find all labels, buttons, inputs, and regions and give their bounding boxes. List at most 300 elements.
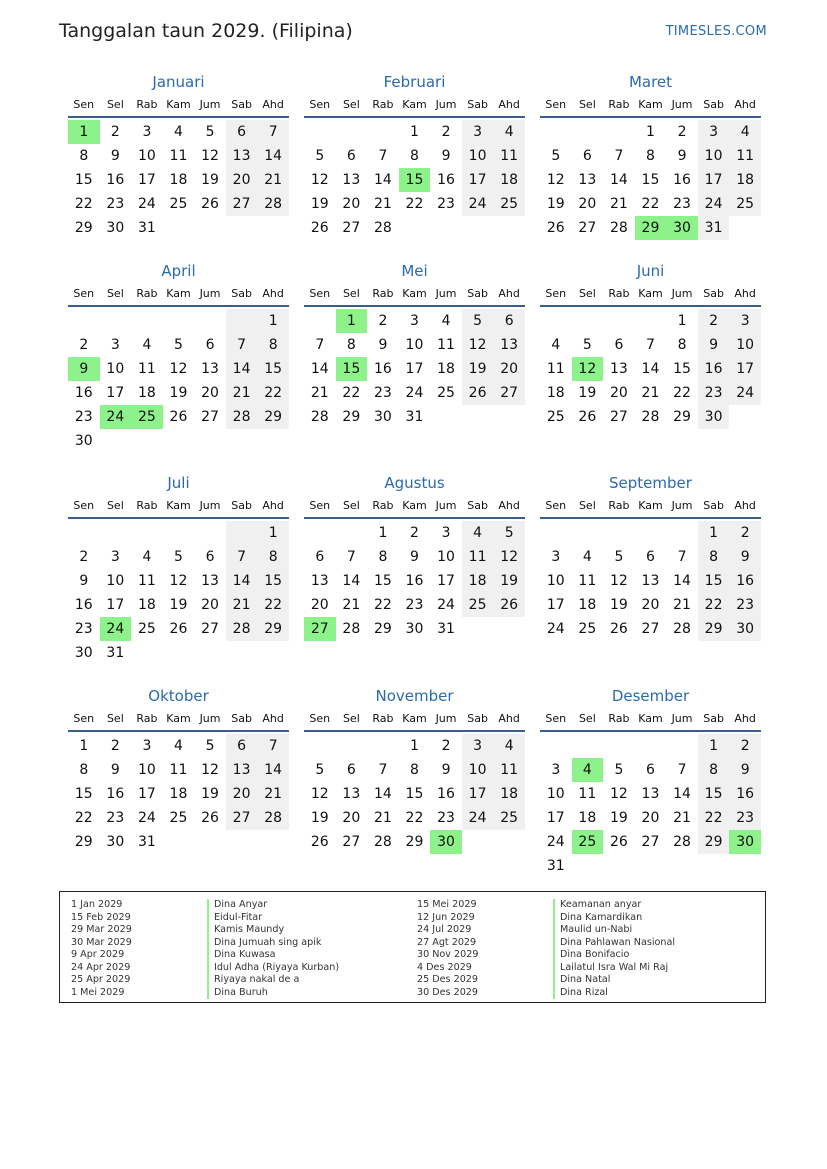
week-row: [68, 405, 289, 429]
day-cell: 12: [493, 545, 525, 569]
brand-link[interactable]: TIMESLES.COM: [665, 24, 767, 39]
day-cell: 4: [551, 337, 561, 353]
day-cell: 3: [698, 120, 730, 144]
weekday-label: Rab: [372, 499, 394, 512]
day-cell: 12: [609, 786, 628, 802]
day-cell: 18: [493, 168, 525, 192]
week-row: [68, 381, 289, 405]
day-cell: 11: [137, 573, 156, 589]
empty-cell: [603, 120, 635, 144]
day-cell: 30: [106, 220, 125, 236]
day-cell: 5: [174, 549, 183, 565]
week-row: [68, 734, 289, 758]
day-cell: 6: [226, 120, 258, 144]
legend-date: 25 Des 2029: [417, 974, 479, 985]
day-cell: 6: [205, 337, 215, 353]
day-cell: 25: [546, 409, 565, 425]
day-cell: 29: [257, 617, 289, 641]
legend-holiday-name: Dina Pahlawan Nasional: [553, 937, 675, 950]
weekday-label: Ahd: [498, 499, 520, 512]
weekday-label: Kam: [402, 287, 427, 300]
legend-date: 27 Agt 2029: [417, 936, 477, 948]
day-cell: 16: [729, 782, 761, 806]
day-cell: 7: [257, 734, 289, 758]
day-cell: 26: [609, 621, 628, 637]
empty-cell: [304, 734, 336, 758]
day-cell: 10: [462, 144, 494, 168]
day-cell: 22: [405, 196, 424, 212]
weekday-label: Sel: [578, 712, 596, 725]
week-row: [68, 192, 289, 216]
week-row: [304, 806, 525, 830]
day-cell: 17: [106, 385, 125, 401]
weekday-label: Jum: [435, 712, 457, 725]
day-cell: 25: [462, 593, 494, 617]
weekday-label: Sen: [545, 712, 567, 725]
weekday-label: Jum: [671, 287, 693, 300]
day-cell: 24: [405, 385, 424, 401]
week-row: [68, 830, 289, 854]
day-cell: 6: [582, 148, 592, 164]
weekday-label: Sel: [106, 287, 124, 300]
weekday-label: Jum: [199, 98, 221, 111]
weekday-label: Sel: [342, 499, 360, 512]
day-cell: 22: [257, 381, 289, 405]
day-cell: 6: [614, 337, 624, 353]
empty-cell: [131, 429, 163, 453]
month-name: Maret: [628, 73, 673, 91]
legend-holiday-name: Riyaya nakal de a: [207, 974, 299, 987]
day-cell: 25: [493, 192, 525, 216]
day-cell: 9: [441, 762, 451, 778]
week-row: [540, 734, 761, 758]
day-cell: 26: [169, 409, 188, 425]
day-cell: 20: [578, 196, 597, 212]
weekday-label: Sel: [342, 712, 360, 725]
day-cell: 9: [441, 148, 451, 164]
day-cell: 30: [106, 834, 125, 850]
day-cell: 28: [226, 405, 258, 429]
day-cell: 8: [79, 762, 89, 778]
day-cell: 29: [698, 617, 730, 641]
weekday-label: Sel: [106, 499, 124, 512]
day-cell: 10: [698, 144, 730, 168]
day-cell: 25: [169, 810, 188, 826]
day-cell: 5: [205, 738, 215, 754]
day-cell: 13: [201, 573, 219, 589]
weekday-label: Kam: [402, 499, 427, 512]
day-cell: 21: [373, 810, 392, 826]
day-cell: 1: [257, 521, 289, 545]
weekday-label: Rab: [372, 287, 394, 300]
day-cell: 6: [646, 549, 655, 565]
day-cell: 3: [410, 313, 419, 329]
weekday-label: Jum: [435, 499, 457, 512]
day-cell: 14: [609, 172, 628, 188]
weekday-header: [304, 96, 525, 118]
empty-cell: [163, 641, 195, 665]
day-cell: 23: [437, 196, 455, 212]
day-cell: 8: [698, 758, 730, 782]
day-cell: 8: [410, 762, 419, 778]
day-cell: 14: [310, 361, 329, 377]
day-cell: 31: [546, 858, 565, 874]
day-cell: 10: [106, 361, 125, 377]
day-cell: 21: [673, 810, 691, 826]
day-cell: 27: [578, 220, 597, 236]
day-cell: 21: [673, 597, 691, 613]
weekday-label: Rab: [372, 98, 394, 111]
day-cell: 4: [493, 734, 525, 758]
day-cell: 26: [169, 621, 188, 637]
weekday-header: [304, 285, 525, 307]
empty-cell: [462, 405, 494, 429]
weekday-label: Ahd: [262, 98, 284, 111]
holiday-day-cell: 24: [100, 405, 132, 429]
day-cell: 25: [437, 385, 455, 401]
weekday-label: Jum: [199, 499, 221, 512]
day-cell: 14: [673, 786, 691, 802]
day-cell: 4: [441, 313, 451, 329]
day-cell: 13: [493, 333, 525, 357]
day-cell: 29: [74, 834, 93, 850]
day-cell: 12: [462, 333, 494, 357]
empty-cell: [131, 641, 163, 665]
day-cell: 28: [373, 220, 392, 236]
day-cell: 11: [493, 758, 525, 782]
day-cell: 7: [378, 148, 388, 164]
day-cell: 19: [201, 786, 219, 802]
empty-cell: [635, 734, 667, 758]
day-cell: 19: [201, 172, 219, 188]
holiday-day-cell: 25: [131, 405, 163, 429]
weekday-label: Kam: [638, 499, 663, 512]
day-cell: 14: [342, 573, 361, 589]
legend-holiday-name: Eidul-Fitar: [207, 912, 262, 925]
weekday-label: Jum: [671, 98, 693, 111]
empty-cell: [336, 521, 368, 545]
empty-cell: [336, 734, 368, 758]
day-cell: 17: [462, 782, 494, 806]
week-row: [304, 593, 525, 617]
day-cell: 23: [74, 409, 93, 425]
day-cell: 7: [346, 549, 356, 565]
month-mei: [304, 261, 525, 429]
day-cell: 21: [310, 385, 329, 401]
day-cell: 2: [677, 124, 687, 140]
day-cell: 23: [373, 385, 392, 401]
day-cell: 3: [729, 309, 761, 333]
legend-holiday-name: Dina Jumuah sing apik: [207, 937, 321, 950]
day-cell: 22: [673, 385, 691, 401]
day-cell: 2: [110, 738, 120, 754]
day-cell: 27: [609, 409, 628, 425]
week-row: [304, 830, 525, 854]
weekday-header: [540, 497, 761, 519]
day-cell: 28: [609, 220, 628, 236]
month-name: Mei: [401, 262, 428, 280]
empty-cell: [100, 429, 132, 453]
day-cell: 20: [226, 782, 258, 806]
empty-cell: [163, 309, 195, 333]
legend-date: 15 Feb 2029: [71, 911, 131, 923]
day-cell: 10: [405, 337, 424, 353]
day-cell: 6: [346, 762, 356, 778]
day-cell: 3: [441, 525, 451, 541]
day-cell: 17: [137, 172, 156, 188]
day-cell: 20: [641, 597, 660, 613]
holiday-day-cell: 15: [336, 357, 368, 381]
day-cell: 26: [546, 220, 565, 236]
empty-cell: [540, 521, 572, 545]
day-cell: 21: [257, 168, 289, 192]
week-row: [68, 429, 289, 453]
day-cell: 20: [641, 810, 660, 826]
weekday-header: [304, 710, 525, 732]
day-cell: 3: [551, 549, 561, 565]
week-row: [304, 782, 525, 806]
weekday-label: Sen: [73, 98, 95, 111]
day-cell: 7: [226, 545, 258, 569]
weekday-label: Sab: [703, 287, 724, 300]
week-row: [304, 734, 525, 758]
week-row: [68, 569, 289, 593]
weekday-label: Sab: [467, 287, 488, 300]
day-cell: 5: [614, 549, 624, 565]
month-name: April: [161, 262, 196, 280]
weekday-label: Jum: [671, 712, 693, 725]
day-cell: 3: [551, 762, 561, 778]
weekday-label: Sel: [578, 499, 596, 512]
day-cell: 22: [342, 385, 361, 401]
month-name: Januari: [152, 73, 205, 91]
day-cell: 22: [405, 810, 424, 826]
day-cell: 12: [310, 786, 329, 802]
weekday-label: Rab: [136, 98, 158, 111]
day-cell: 23: [729, 806, 761, 830]
empty-cell: [572, 521, 604, 545]
week-row: [68, 120, 289, 144]
day-cell: 29: [373, 621, 392, 637]
weekday-label: Sel: [578, 98, 596, 111]
day-cell: 12: [310, 172, 329, 188]
week-row: [304, 333, 525, 357]
day-cell: 30: [74, 645, 93, 661]
day-cell: 19: [169, 385, 188, 401]
day-cell: 1: [257, 309, 289, 333]
day-cell: 11: [578, 573, 597, 589]
page-title: Tanggalan taun 2029. (Filipina): [59, 20, 353, 42]
weekday-label: Sab: [703, 712, 724, 725]
day-cell: 23: [729, 593, 761, 617]
day-cell: 14: [673, 573, 691, 589]
day-cell: 2: [441, 738, 451, 754]
day-cell: 28: [257, 806, 289, 830]
weekday-label: Sab: [231, 712, 252, 725]
day-cell: 17: [405, 361, 424, 377]
day-cell: 12: [609, 573, 628, 589]
day-cell: 3: [142, 738, 152, 754]
day-cell: 12: [201, 762, 219, 778]
day-cell: 2: [441, 124, 451, 140]
weekday-label: Jum: [435, 98, 457, 111]
empty-cell: [257, 216, 289, 240]
week-row: [540, 569, 761, 593]
day-cell: 5: [315, 148, 325, 164]
day-cell: 18: [462, 569, 494, 593]
week-row: [68, 758, 289, 782]
week-row: [304, 216, 525, 240]
day-cell: 12: [169, 573, 188, 589]
weekday-label: Sen: [309, 499, 331, 512]
holiday-day-cell: 9: [68, 357, 100, 381]
day-cell: 8: [646, 148, 655, 164]
empty-cell: [257, 429, 289, 453]
empty-cell: [163, 216, 195, 240]
day-cell: 11: [437, 337, 455, 353]
day-cell: 15: [698, 782, 730, 806]
weekday-label: Sab: [467, 499, 488, 512]
weekday-label: Sel: [342, 287, 360, 300]
day-cell: 13: [641, 573, 660, 589]
day-cell: 23: [405, 597, 424, 613]
empty-cell: [572, 120, 604, 144]
day-cell: 31: [698, 216, 730, 240]
legend-holiday-name: Idul Adha (Riyaya Kurban): [207, 962, 339, 975]
day-cell: 15: [641, 172, 660, 188]
weekday-label: Kam: [638, 712, 663, 725]
weekday-label: Sel: [106, 712, 124, 725]
day-cell: 18: [546, 385, 565, 401]
legend-date: 25 Apr 2029: [71, 974, 131, 985]
month-maret: [540, 72, 761, 240]
legend-date: 1 Mei 2029: [71, 986, 125, 998]
day-cell: 19: [310, 196, 329, 212]
day-cell: 9: [110, 148, 120, 164]
holiday-day-cell: 4: [572, 758, 604, 782]
day-cell: 24: [546, 621, 565, 637]
day-cell: 27: [342, 834, 361, 850]
day-cell: 27: [641, 834, 660, 850]
day-cell: 19: [609, 597, 628, 613]
week-row: [68, 782, 289, 806]
day-cell: 11: [578, 786, 597, 802]
weekday-label: Sen: [545, 287, 567, 300]
day-cell: 9: [110, 762, 120, 778]
day-cell: 30: [729, 617, 761, 641]
day-cell: 7: [646, 337, 655, 353]
day-cell: 31: [437, 621, 455, 637]
weekday-header: [68, 710, 289, 732]
day-cell: 27: [342, 220, 361, 236]
day-cell: 19: [310, 810, 329, 826]
week-row: [68, 617, 289, 641]
day-cell: 7: [257, 120, 289, 144]
legend-date: 30 Mar 2029: [71, 936, 132, 948]
day-cell: 16: [74, 597, 93, 613]
weekday-header: [68, 285, 289, 307]
week-row: [540, 593, 761, 617]
empty-cell: [635, 521, 667, 545]
weekday-label: Rab: [608, 287, 630, 300]
day-cell: 27: [201, 409, 219, 425]
day-cell: 28: [226, 617, 258, 641]
day-cell: 10: [546, 786, 565, 802]
empty-cell: [131, 309, 163, 333]
day-cell: 13: [342, 172, 361, 188]
day-cell: 1: [79, 738, 89, 754]
day-cell: 11: [169, 762, 188, 778]
day-cell: 22: [373, 597, 392, 613]
day-cell: 28: [310, 409, 329, 425]
day-cell: 28: [673, 621, 691, 637]
empty-cell: [572, 854, 604, 878]
day-cell: 28: [673, 834, 691, 850]
day-cell: 3: [462, 120, 494, 144]
day-cell: 23: [106, 810, 125, 826]
legend-holiday-name: Keamanan anyar: [553, 899, 641, 912]
legend-holiday-name: Dina Kuwasa: [207, 949, 276, 962]
empty-cell: [462, 216, 494, 240]
month-name: Februari: [383, 73, 446, 91]
day-cell: 13: [641, 786, 660, 802]
day-cell: 18: [493, 782, 525, 806]
legend-holiday-name: Dina Buruh: [207, 987, 268, 1000]
weekday-label: Sel: [342, 98, 360, 111]
week-row: [540, 545, 761, 569]
day-cell: 8: [79, 148, 89, 164]
day-cell: 28: [373, 834, 392, 850]
day-cell: 25: [493, 806, 525, 830]
weekday-header: [304, 497, 525, 519]
day-cell: 11: [137, 361, 156, 377]
weekday-header: [540, 96, 761, 118]
weekday-label: Kam: [166, 98, 191, 111]
day-cell: 10: [729, 333, 761, 357]
month-agustus: [304, 473, 525, 641]
weekday-label: Jum: [199, 712, 221, 725]
week-row: [540, 192, 761, 216]
day-cell: 1: [646, 124, 655, 140]
empty-cell: [194, 216, 226, 240]
day-cell: 20: [342, 810, 361, 826]
day-cell: 27: [226, 806, 258, 830]
day-cell: 14: [641, 361, 660, 377]
weekday-label: Rab: [136, 287, 158, 300]
empty-cell: [729, 405, 761, 429]
day-cell: 19: [462, 357, 494, 381]
week-row: [68, 545, 289, 569]
week-row: [304, 168, 525, 192]
day-cell: 24: [437, 597, 455, 613]
week-row: [68, 333, 289, 357]
day-cell: 30: [373, 409, 392, 425]
day-cell: 22: [698, 806, 730, 830]
day-cell: 6: [646, 762, 655, 778]
day-cell: 23: [673, 196, 691, 212]
day-cell: 16: [729, 569, 761, 593]
day-cell: 14: [373, 786, 392, 802]
weekday-label: Kam: [638, 98, 663, 111]
empty-cell: [729, 854, 761, 878]
legend-date: 15 Mei 2029: [417, 899, 477, 910]
legend-holiday-name: Dina Natal: [553, 974, 610, 987]
day-cell: 4: [142, 337, 152, 353]
legend-date: 1 Jan 2029: [71, 899, 123, 910]
legend-holiday-name: Kamis Maundy: [207, 924, 284, 937]
day-cell: 17: [106, 597, 125, 613]
weekday-label: Ahd: [734, 287, 756, 300]
